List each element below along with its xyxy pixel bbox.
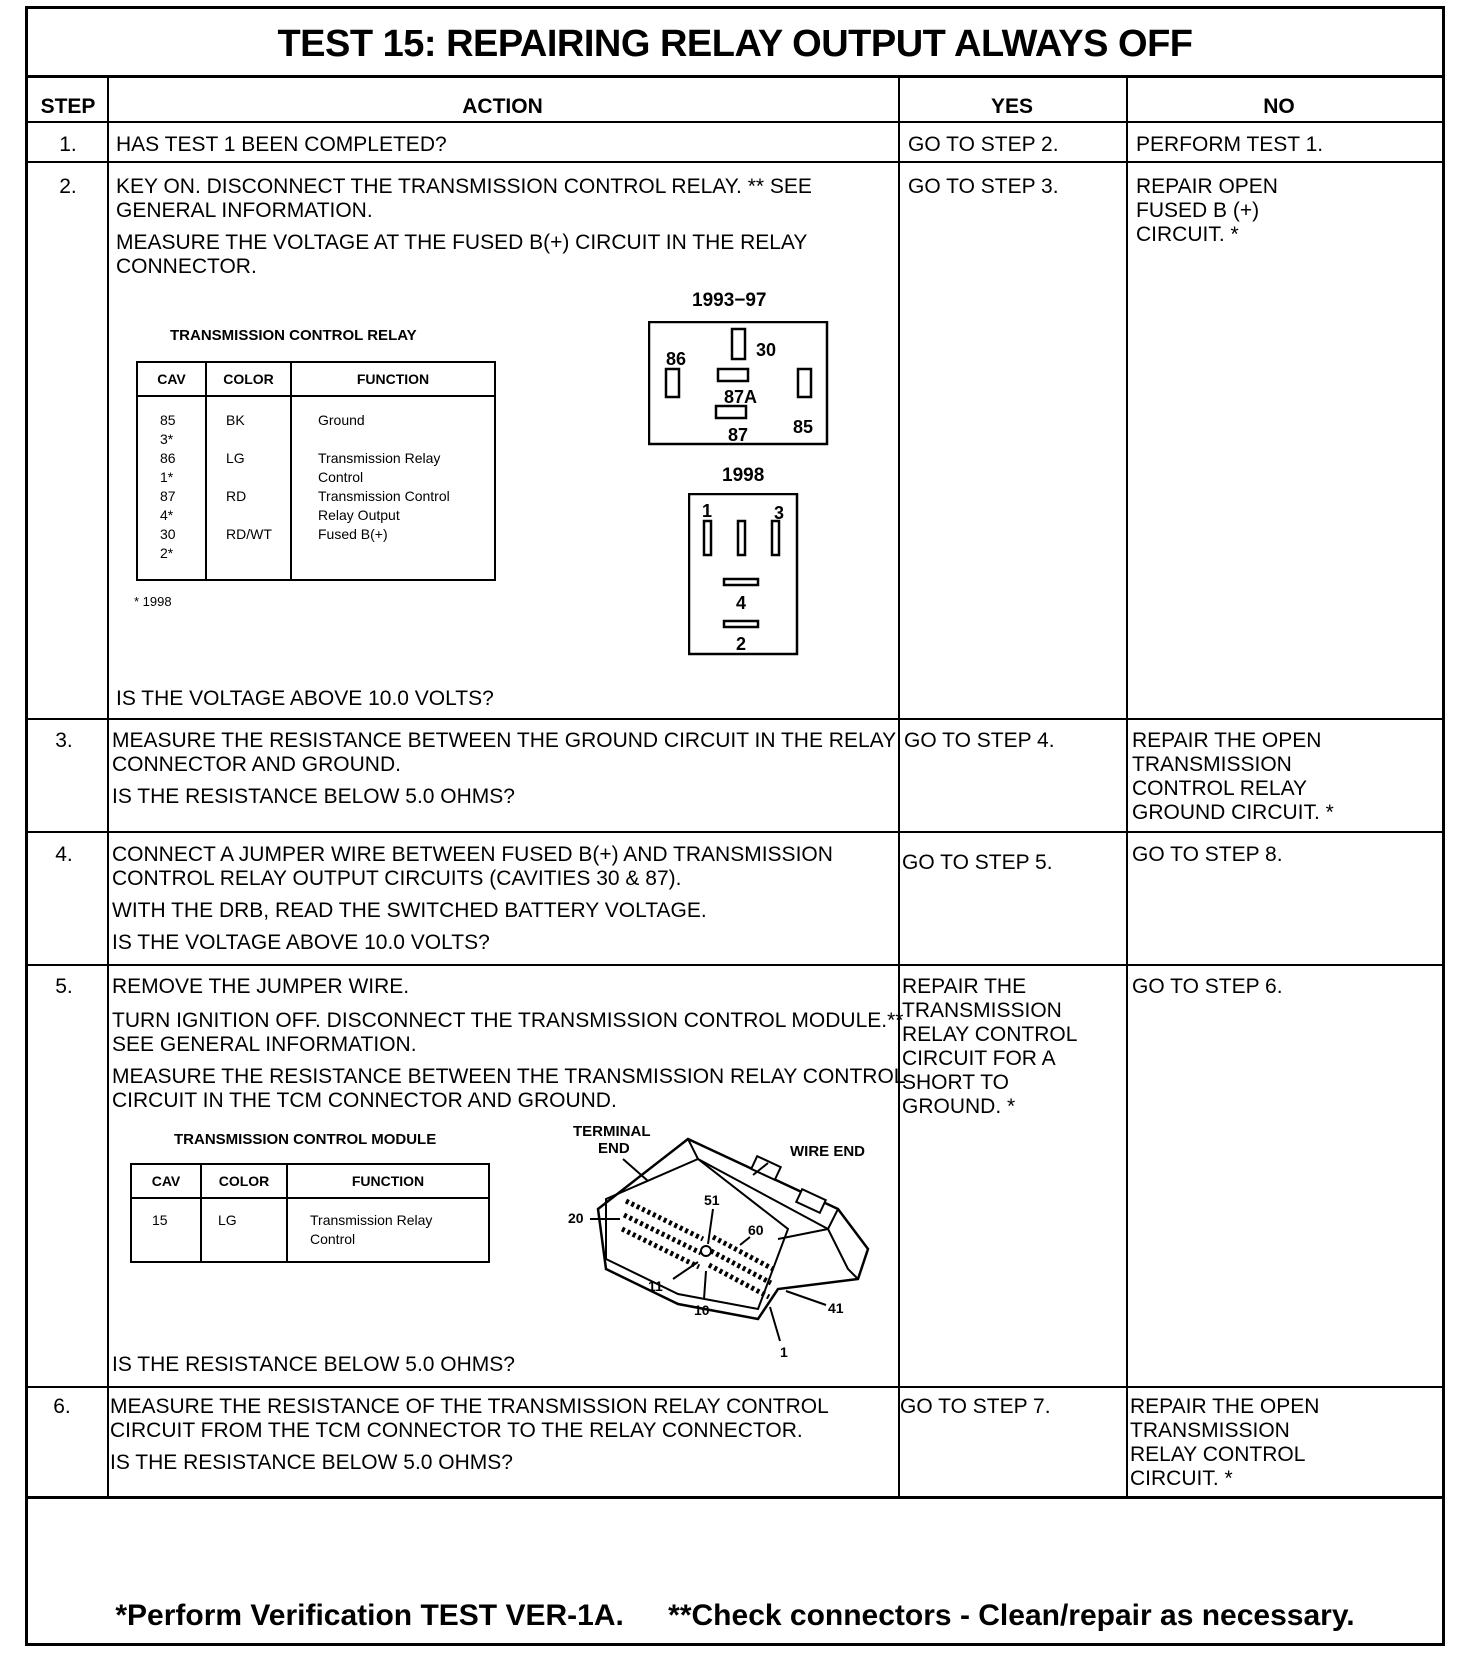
pin-center-slot [738, 521, 745, 555]
tcm-cav-cell: 15 [152, 1212, 168, 1228]
relay-1998-year: 1998 [722, 465, 765, 486]
relay-table-caption: TRANSMISSION CONTROL RELAY [170, 327, 417, 344]
tcm-table-caption: TRANSMISSION CONTROL MODULE [174, 1131, 437, 1148]
col-header-color: COLOR [223, 371, 274, 387]
step-question: IS THE RESISTANCE BELOW 5.0 OHMS? [110, 1451, 513, 1474]
header-step: STEP [40, 95, 96, 118]
step-no: REPAIR THE OPEN TRANSMISSION CONTROL RELAY GROUND CIRCUIT. * [1132, 729, 1334, 824]
terminal-end-label-2: END [598, 1140, 630, 1157]
step-action: TURN IGNITION OFF. DISCONNECT THE TRANSMISSION CONTROL MODULE.** SEE GENERAL INFORMATION. [112, 1009, 904, 1056]
step-yes: GO TO STEP 5. [902, 851, 1053, 874]
step-action: HAS TEST 1 BEEN COMPLETED? [116, 133, 447, 156]
step-no: GO TO STEP 8. [1132, 843, 1283, 866]
step-action: MEASURE THE RESISTANCE BETWEEN THE GROUND CIRCUIT IN THE RELAY CONNECTOR AND GROUND. [112, 729, 897, 776]
center-pin [701, 1246, 711, 1256]
relay-1993-diagram [648, 321, 830, 447]
tcm-color-cell: LG [218, 1212, 237, 1228]
pin-3-slot [772, 521, 779, 555]
step-action: CONNECT A JUMPER WIRE BETWEEN FUSED B(+) AND TRANSMISSION CONTROL RELAY OUTPUT CIRCUITS (CAVITIES 30 & 87). [112, 843, 833, 890]
relay-table [136, 361, 496, 581]
step-question: IS THE VOLTAGE ABOVE 10.0 VOLTS? [116, 687, 494, 710]
step-no: REPAIR THE OPEN TRANSMISSION RELAY CONTROL CIRCUIT. * [1130, 1395, 1320, 1490]
relay-1993-year: 1993−97 [692, 290, 767, 311]
column-rule [107, 75, 109, 1496]
pin-1-slot [704, 521, 711, 555]
verification-note: *Perform Verification TEST VER-1A. [115, 1599, 624, 1632]
divider [28, 718, 1442, 720]
pin-51-label: 51 [704, 1192, 720, 1208]
col-header-function: FUNCTION [356, 371, 430, 387]
step-question: IS THE VOLTAGE ABOVE 10.0 VOLTS? [112, 931, 490, 954]
col-header-cav: CAV [157, 371, 186, 387]
test-sheet [25, 6, 1445, 1646]
wire-end-label: WIRE END [790, 1143, 865, 1160]
column-rule [290, 363, 292, 579]
step-action: MEASURE THE RESISTANCE OF THE TRANSMISSION RELAY CONTROL CIRCUIT FROM THE TCM CONNECTOR TO THE RELAY CONNECTOR. [110, 1395, 829, 1442]
pin-2-label: 2 [736, 634, 747, 654]
step-yes: GO TO STEP 7. [900, 1395, 1051, 1418]
leader-line [770, 1307, 780, 1341]
column-rule [898, 75, 900, 1496]
pin-86-label: 86 [666, 349, 687, 369]
step-number: 1. [59, 133, 77, 156]
step-number: 2. [59, 175, 77, 198]
col-header-function: FUNCTION [351, 1173, 425, 1189]
divider [28, 161, 1442, 163]
step-no: PERFORM TEST 1. [1136, 133, 1324, 156]
pin-41-label: 41 [828, 1300, 844, 1316]
step-question: IS THE RESISTANCE BELOW 5.0 OHMS? [112, 785, 515, 808]
step-yes: GO TO STEP 4. [904, 729, 1055, 752]
tcm-connector-diagram [528, 1119, 878, 1359]
pin-87-slot [716, 406, 746, 418]
terminal-end-label-1: TERMINAL [573, 1123, 651, 1140]
pin-30-label: 30 [756, 340, 777, 360]
relay-color-cells: BK LG RD RD/WT [226, 412, 272, 542]
pin-60-label: 60 [748, 1222, 764, 1238]
page-title: TEST 15: REPAIRING RELAY OUTPUT ALWAYS OFF [277, 23, 1193, 65]
divider [28, 121, 1442, 123]
step-action: MEASURE THE VOLTAGE AT THE FUSED B(+) CIRCUIT IN THE RELAY CONNECTOR. [116, 231, 808, 278]
step-no: REPAIR OPEN FUSED B (+) CIRCUIT. * [1136, 175, 1278, 246]
step-number: 3. [55, 729, 73, 752]
leader-line [623, 1159, 648, 1181]
pin-4-slot [724, 579, 758, 585]
pin-2-slot [724, 621, 758, 627]
divider [28, 1386, 1442, 1388]
col-header-color: COLOR [218, 1173, 270, 1189]
column-rule [205, 363, 207, 579]
divider [28, 831, 1442, 833]
footer-notes [28, 1599, 1442, 1633]
pin-10-label: 10 [694, 1302, 710, 1318]
step-number: 4. [55, 843, 73, 866]
step-action: KEY ON. DISCONNECT THE TRANSMISSION CONTROL RELAY. ** SEE GENERAL INFORMATION. [116, 175, 812, 222]
column-rule [1126, 75, 1128, 1496]
step-action: REMOVE THE JUMPER WIRE. [112, 975, 410, 998]
step-yes: GO TO STEP 2. [908, 133, 1059, 156]
pin-4-label: 4 [736, 593, 747, 613]
pin-20-label: 20 [568, 1210, 584, 1226]
relay-footnote: * 1998 [134, 594, 172, 609]
col-header-cav: CAV [151, 1173, 181, 1189]
divider [28, 964, 1442, 966]
tcm-function-cell: Transmission Relay Control [310, 1212, 433, 1247]
step-no: GO TO STEP 6. [1132, 975, 1283, 998]
step-question: IS THE RESISTANCE BELOW 5.0 OHMS? [112, 1353, 515, 1376]
divider [28, 1496, 1442, 1499]
header-action: ACTION [462, 95, 543, 118]
step-number: 6. [53, 1395, 71, 1418]
pin-30-slot [732, 329, 745, 359]
connector-note: **Check connectors - Clean/repair as necessary. [668, 1599, 1355, 1632]
leader-line [786, 1291, 826, 1305]
relay-1998-diagram [688, 493, 800, 657]
step-yes: REPAIR THE TRANSMISSION RELAY CONTROL CIRCUIT FOR A SHORT TO GROUND. * [902, 975, 1078, 1118]
pin-11-label: 11 [648, 1278, 663, 1294]
pin-85-slot [798, 369, 811, 397]
pin-1-label: 1 [702, 501, 713, 521]
pin-86-slot [666, 369, 679, 397]
pin-85-label: 85 [793, 417, 814, 437]
pin-87a-slot [718, 369, 748, 381]
pin-3-label: 3 [774, 503, 785, 523]
step-yes: GO TO STEP 3. [908, 175, 1059, 198]
step-action: WITH THE DRB, READ THE SWITCHED BATTERY VOLTAGE. [112, 899, 707, 922]
step-action: MEASURE THE RESISTANCE BETWEEN THE TRANSMISSION RELAY CONTROL CIRCUIT IN THE TCM CONNECTOR AND GROUND. [112, 1065, 906, 1112]
header-yes: YES [990, 95, 1034, 118]
divider [28, 75, 1442, 78]
tcm-table [130, 1163, 490, 1263]
header-no: NO [1263, 95, 1295, 118]
relay-cav-cells: 85 3* 86 1* 87 4* 30 2* [160, 412, 176, 561]
pin-87-label: 87 [728, 425, 749, 445]
pin-87a-label: 87A [724, 387, 758, 407]
step-number: 5. [55, 975, 73, 998]
pin-1-label: 1 [780, 1344, 788, 1359]
relay-function-cells: Ground Transmission Relay Control Transmission Control Relay Output Fused B(+) [318, 412, 450, 542]
